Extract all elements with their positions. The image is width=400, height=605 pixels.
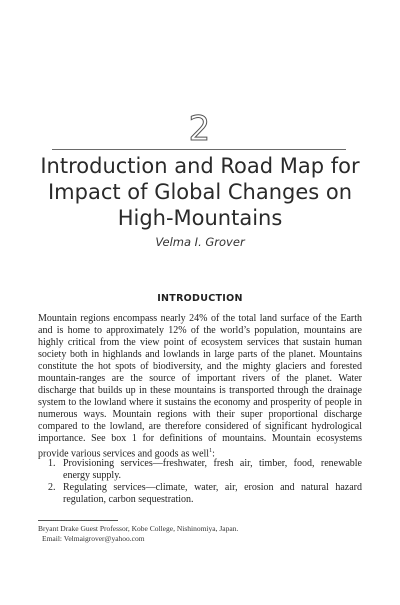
list-item-number: 1.: [48, 458, 56, 469]
footnote-divider: [38, 520, 118, 521]
title-line-2: Impact of Global Changes on: [47, 180, 353, 204]
list-item: [38, 458, 362, 482]
title-line-1: Introduction and Road Map for: [40, 154, 360, 178]
author-name: Velma I. Grover: [155, 235, 245, 249]
chapter-title: [30, 153, 370, 231]
footnote-affiliation: Bryant Drake Guest Professor, Kobe College, Nishinomiya, Japan.: [38, 524, 239, 533]
list-item-number: 2.: [48, 482, 56, 493]
footnote-marker: 1: [209, 448, 213, 454]
section-heading: INTRODUCTION: [157, 293, 243, 304]
list-item: [38, 482, 362, 506]
chapter-divider: [52, 149, 346, 150]
body-end: :: [212, 448, 215, 460]
list-item-text: Provisioning services—freshwater, fresh air, timber, food, renewable energy supply.: [63, 458, 362, 481]
services-list: [38, 458, 362, 506]
list-item-text: Regulating services—climate, water, air, erosion and natural hazard regulation, carbon sequestration.: [63, 482, 362, 505]
title-line-3: High-Mountains: [117, 206, 283, 230]
body-paragraph: [38, 313, 362, 460]
footnote-email: Email: Velmaigrover@yahoo.com: [42, 534, 145, 543]
footnote: [38, 524, 362, 544]
body-text: Mountain regions encompass nearly 24% of the total land surface of the Earth and is home to approximately 12% of the world’s population, mountains are highly critical from the view point of ecosystem services that sustain human society both in highlands and lowlands in large parts of the planet. Mountains constitute the hot spots of biodiversity, and the mighty glaciers and forested mountain-ranges are the source of important rivers of the planet. Water discharge that builds up in these mountains is transported through the drainage system to the lowland where it sustains the economy and prosperity of people in numerous ways. Mountain regions with their super proportional discharge compared to the lowland, are therefore considered of significant hydrological importance. See box 1 for definitions of mountains. Mountain ecosystems provide various services and goods as well: [38, 313, 362, 460]
chapter-number: 2: [188, 109, 212, 149]
